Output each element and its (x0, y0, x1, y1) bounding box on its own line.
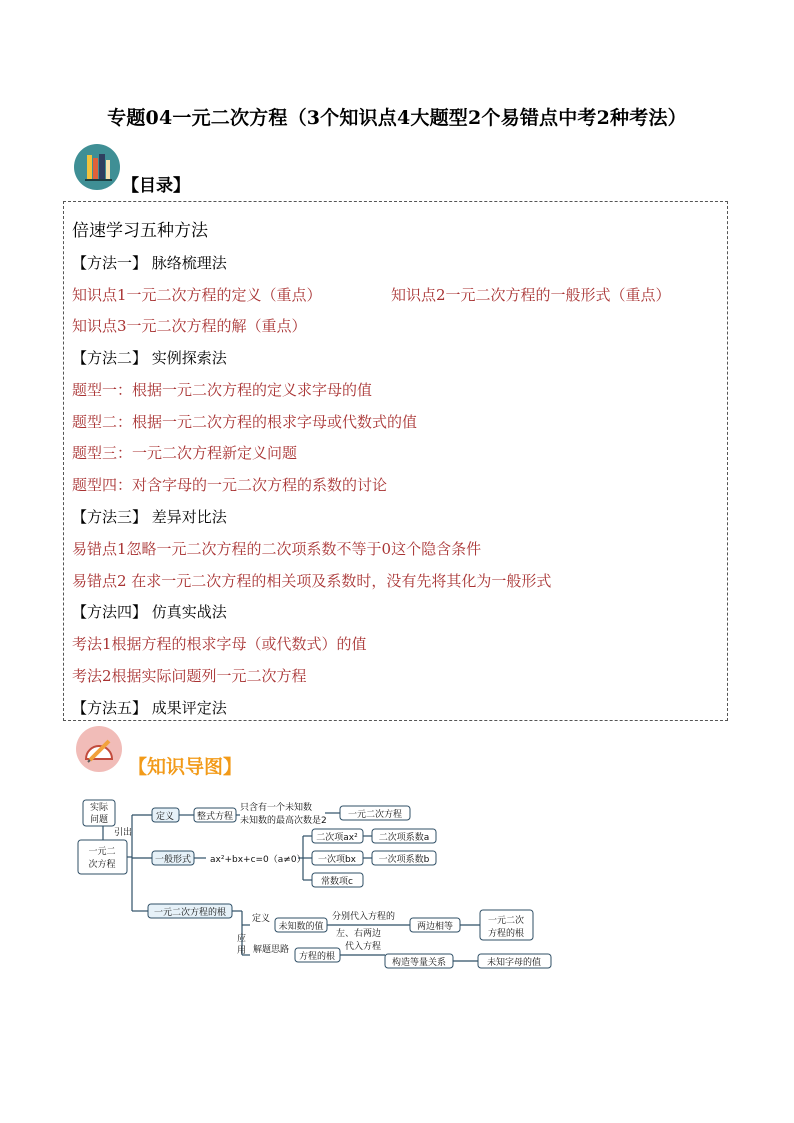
book-icon (74, 144, 120, 190)
mm-rootnode: 一元二次方程的根 (153, 908, 227, 918)
knowledge-2[interactable]: 知识点2一元二次方程的一般形式（重点） (391, 286, 671, 304)
mm-q2: 二次项ax² (316, 833, 358, 843)
mm-build: 构造等量关系 (391, 958, 447, 968)
mm-cond-2: 未知数的最高次数是2 (240, 816, 327, 826)
mm-dingyi: 定义 (155, 812, 175, 822)
type-4[interactable]: 题型四：对含字母的一元二次方程的系数的讨论 (72, 476, 388, 494)
mm-general: 一般形式 (154, 855, 192, 865)
knowledge-mind-map (70, 795, 560, 975)
method-4: 【方法四】 仿真实战法 (72, 603, 227, 621)
protractor-icon (76, 726, 122, 772)
mm-c1: 一次项系数b (378, 855, 430, 865)
mm-equal: 两边相等 (416, 922, 454, 932)
mm-sub-2: 左、右两边 (336, 929, 382, 939)
mm-plug: 代入方程 (345, 942, 382, 952)
mm-yiyuan: 一元二次方程 (347, 810, 403, 820)
mm-actual-1: 实际 (89, 803, 109, 813)
toc-label: 【目录】 (122, 176, 190, 196)
mm-find: 未知字母的值 (486, 958, 542, 968)
mm-c2: 二次项系数a (378, 833, 430, 843)
knowledge-1[interactable]: 知识点1一元二次方程的定义（重点） (72, 286, 322, 304)
method-5: 【方法五】 成果评定法 (72, 699, 227, 717)
method-3: 【方法三】 差异对比法 (72, 508, 227, 526)
mm-res-1: 一元二次 (487, 916, 525, 926)
mm-unknown: 未知数的值 (278, 922, 324, 932)
mm-sub-1: 分别代入方程的 (332, 912, 396, 922)
mm-def2: 定义 (252, 914, 271, 924)
mm-zhengshi: 整式方程 (196, 812, 234, 822)
mm-res-2: 方程的根 (487, 929, 525, 939)
method-2: 【方法二】 实例探索法 (72, 349, 227, 367)
mm-q1: 一次项bx (317, 855, 357, 865)
mm-app-2: 用 (237, 946, 247, 956)
mm-cond-1: 只含有一个未知数 (240, 803, 313, 813)
toc-heading: 倍速学习五种方法 (72, 221, 208, 241)
error-2[interactable]: 易错点2 在求一元二次方程的相关项及系数时，没有先将其化为一般形式 (72, 572, 552, 590)
page-title: 专题04一元二次方程（3个知识点4大题型2个易错点中考2种考法） (107, 107, 687, 129)
knowledge-map-label: 【知识导图】 (128, 756, 243, 778)
type-2[interactable]: 题型二：根据一元二次方程的根求字母或代数式的值 (72, 413, 418, 431)
mm-formula: ax²+bx+c=0（a≠0） (210, 855, 306, 865)
mm-app-1: 应 (237, 934, 247, 944)
knowledge-3[interactable]: 知识点3一元二次方程的解（重点） (72, 317, 307, 335)
type-3[interactable]: 题型三：一元二次方程新定义问题 (72, 444, 298, 462)
error-1[interactable]: 易错点1忽略一元二次方程的二次项系数不等于0这个隐含条件 (72, 540, 482, 558)
method-1: 【方法一】 脉络梳理法 (72, 254, 227, 272)
mm-q0: 常数项c (321, 877, 353, 887)
mm-idea: 解题思路 (253, 945, 290, 955)
mm-actual-2: 问题 (89, 815, 109, 825)
mm-root-1: 一元二 (88, 847, 116, 857)
mm-root-2: 次方程 (88, 860, 116, 870)
mm-eqroot: 方程的根 (298, 952, 336, 962)
exam-2[interactable]: 考法2根据实际问题列一元二次方程 (72, 667, 307, 685)
type-1[interactable]: 题型一：根据一元二次方程的定义求字母的值 (72, 381, 373, 399)
mm-yinchu: 引出 (114, 828, 133, 838)
exam-1[interactable]: 考法1根据方程的根求字母（或代数式）的值 (72, 635, 367, 653)
